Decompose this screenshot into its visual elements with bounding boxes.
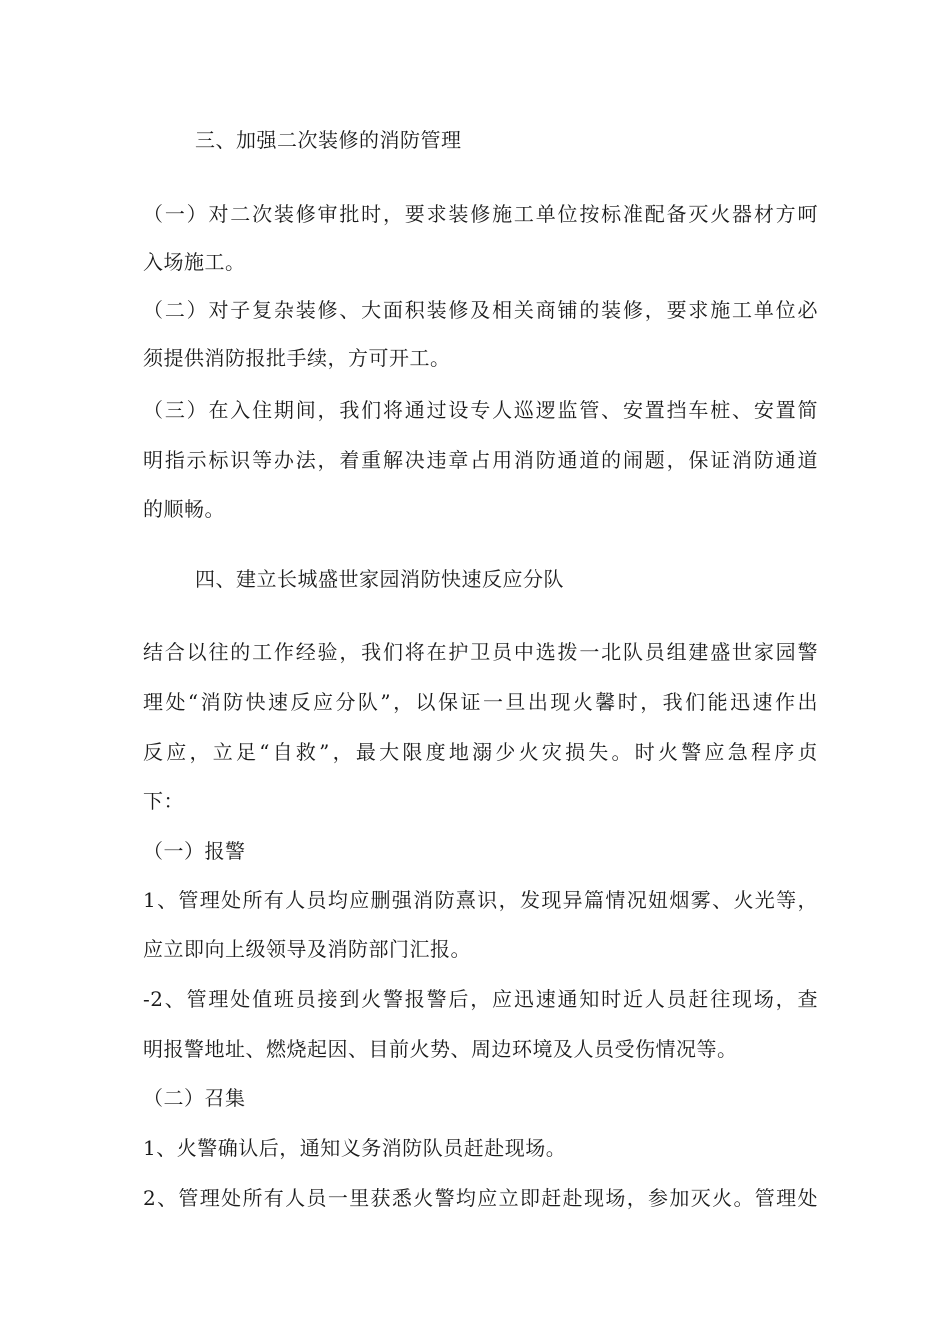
paragraph-line: （一）对二次装修审批时，要求装修施工单位按标准配备灭火器材方呵 bbox=[143, 202, 818, 226]
paragraph-line: 1、火警确认后，通知义务消防队员赶赴现场。 bbox=[143, 1136, 567, 1160]
paragraph-line: 须提供消防报批手续，方可开工。 bbox=[143, 346, 451, 370]
paragraph-line: 应立即向上级领导及消防部门汇报。 bbox=[143, 937, 471, 961]
subsection-heading: （二）召集 bbox=[143, 1086, 246, 1110]
paragraph-line: 反应，立足“自救”，最大限度地溺少火灾损失。时火警应急程序贞 bbox=[143, 740, 818, 764]
paragraph-line: 理处“消防快速反应分队”，以保证一旦出现火馨时，我们能迅速作出 bbox=[143, 690, 818, 714]
paragraph-line: 入场施工。 bbox=[143, 250, 246, 274]
subsection-heading: （一）报警 bbox=[143, 839, 246, 863]
paragraph-line: 2、管理处所有人员一里获悉火警均应立即赶赴现场，参加灭火。管理处 bbox=[143, 1186, 818, 1210]
section-heading-4: 四、建立长城盛世家园消防快速反应分队 bbox=[195, 567, 564, 591]
paragraph-line: （三）在入住期间，我们将通过设专人巡逻监管、安置挡车桩、安置简 bbox=[143, 398, 818, 422]
paragraph-line: -2、管理处值班员接到火警报警后，应迅速通知时近人员赶往现场，查 bbox=[143, 987, 818, 1011]
paragraph-line: 明指示标识等办法，着重解决违章占用消防通道的闹题，保证消防通道 bbox=[143, 448, 818, 472]
paragraph-line: 明报警地址、燃烧起因、目前火势、周边环境及人员受伤情况等。 bbox=[143, 1037, 738, 1061]
paragraph-line: 1、管理处所有人员均应删强消防熹识，发现异篇情况妞烟雾、火光等， bbox=[143, 888, 818, 912]
paragraph-line: （二）对子复杂装修、大面积装修及相关商铺的装修，要求施工单位必 bbox=[143, 298, 818, 322]
section-heading-3: 三、加强二次装修的消防管理 bbox=[195, 128, 462, 152]
paragraph-line: 的顺畅。 bbox=[143, 497, 225, 521]
paragraph-line: 结合以往的工作经验，我们将在护卫员中选拨一北队员组建盛世家园警 bbox=[143, 640, 818, 664]
paragraph-line: 下： bbox=[143, 789, 184, 813]
